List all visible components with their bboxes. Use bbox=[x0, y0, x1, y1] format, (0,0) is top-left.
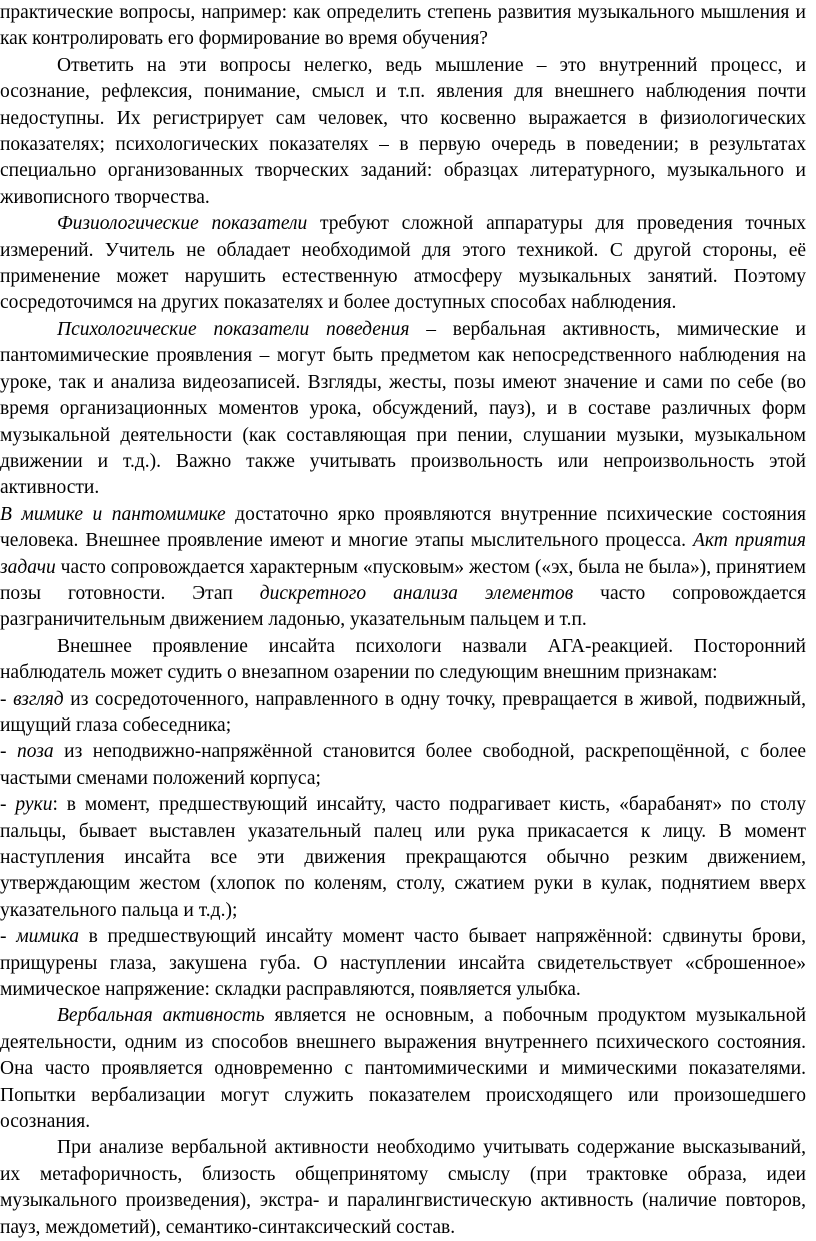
italic-term: взгляд bbox=[13, 688, 64, 710]
paragraph bbox=[0, 211, 806, 317]
text-run: часто сопровождается характерным «пусковым» жестом («эх, была не была»), принятием позы готовности. Этап bbox=[0, 556, 806, 604]
paragraph bbox=[0, 0, 806, 53]
text-run: является не основным, а побочным продуктом музыкальной деятельности, одним из способов внешнего выражения внутреннего психического состояния. Она часто проявляется одновременно с пантомимическими и мимическими показателями. Попытки вербализации могут служить показателем происходящего или произошедшего осознания. bbox=[0, 1005, 806, 1133]
text-run: требуют сложной аппаратуры для проведения точных измерений. Учитель не обладает необходимой для этого техникой. С другой стороны, её применение может нарушить естественную атмосферу музыкальных занятий. Поэтому сосредоточимся на других показателях и более доступных способах наблюдения. bbox=[0, 213, 806, 314]
text-run: - bbox=[0, 688, 14, 710]
text-run: из неподвижно-напряжённой становится более свободной, раскрепощённой, с более частыми сменами положений корпуса; bbox=[0, 741, 807, 789]
text-run: - bbox=[0, 926, 17, 948]
text-run: При анализе вербальной активности необходимо учитывать содержание высказываний, их метафоричность, близость общепринятому смыслу (при трактовке образа, идеи музыкального произведения), экстра- и паралингвистическую активность (наличие повторов, пауз, междометий), семантико-синтаксический состав. bbox=[0, 1137, 806, 1238]
italic-term: поза bbox=[17, 741, 54, 763]
paragraph bbox=[0, 792, 806, 924]
text-run: часто сопровождается разграничительным движением ладонью, указательным пальцем и т.п. bbox=[0, 582, 807, 631]
paragraph bbox=[0, 53, 806, 211]
italic-term: Психологические показатели поведения bbox=[57, 318, 410, 340]
text-run: в предшествующий инсайту момент часто бывает напряжённой: сдвинуты брови, прищурены глаза, закушена губа. О наступлении инсайта свидетельствует «сброшенное» мимическое напряжение: складки расправляются, появляется улыбка. bbox=[0, 926, 806, 1001]
paragraph bbox=[0, 1135, 806, 1241]
paragraph bbox=[0, 687, 806, 740]
text-run: Ответить на эти вопросы нелегко, ведь мышление – это внутренний процесс, и осознание, рефлексия, понимание, смысл и т.п. явления для внешнего наблюдения почти недоступны. Их регистрирует сам человек, что косвенно выражается в физиологических показателях; психологических показателях – в первую очередь в поведении; в результатах специально организованных творческих заданий: образцах литературного, музыкального и живописного творчества. bbox=[0, 54, 806, 208]
paragraph bbox=[0, 502, 806, 634]
paragraph bbox=[0, 1003, 806, 1135]
text-run: - bbox=[0, 741, 18, 763]
text-run: Внешнее проявление инсайта психологи назвали АГА-реакцией. Посторонний наблюдатель может судить о внезапном озарении по следующим внешним признакам: bbox=[0, 635, 806, 684]
italic-term: мимика bbox=[16, 926, 79, 948]
italic-term: Акт приятия задачи bbox=[0, 530, 806, 578]
italic-term: руки bbox=[15, 794, 53, 816]
text-run: : в момент, предшествующий инсайту, часто подрагивает кисть, «барабанят» по столу пальцы, бывает выставлен указательный палец или рука прикасается к лицу. В момент наступления инсайта все эти движения прекращаются обычно резким движением, утверждающим жестом (хлопок по коленям, столу, сжатием руки в кулак, поднятием вверх указательного пальца и т.д.); bbox=[0, 794, 806, 921]
text-run: практические вопросы, например: как определить степень развития музыкального мышления и как контролировать его формирование во время обучения? bbox=[0, 2, 806, 50]
italic-term: Вербальная активность bbox=[57, 1005, 265, 1027]
text-run: из сосредоточенного, направленного в одну точку, превращается в живой, подвижный, ищущий глаза собеседника; bbox=[0, 688, 806, 736]
paragraph bbox=[0, 739, 806, 792]
paragraph bbox=[0, 317, 806, 502]
text-run: – вербальная активность, мимические и пантомимические проявления – могут быть предметом как непосредственного наблюдения на уроке, так и анализа видеозаписей. Взгляды, жесты, позы имеют значение и сами по себе (во время организационных моментов урока, обсуждений, пауз), и в составе различных форм музыкальной деятельности (как составляющая при пении, слушании музыки, музыкальном движении и т.д.). Важно также учитывать произвольность или непроизвольность этой активности. bbox=[0, 318, 806, 499]
paragraph bbox=[0, 924, 806, 1003]
italic-term: Физиологические показатели bbox=[57, 213, 308, 235]
paragraph bbox=[0, 634, 806, 687]
italic-term: В мимике и пантомимике bbox=[0, 503, 226, 525]
italic-term: дискретного анализа элементов bbox=[259, 582, 574, 604]
text-run: - bbox=[0, 794, 16, 816]
text-run: достаточно ярко проявляются внутренние психические состояния человека. Внешнее проявление имеют и многие этапы мыслительного процесса. bbox=[0, 503, 806, 552]
